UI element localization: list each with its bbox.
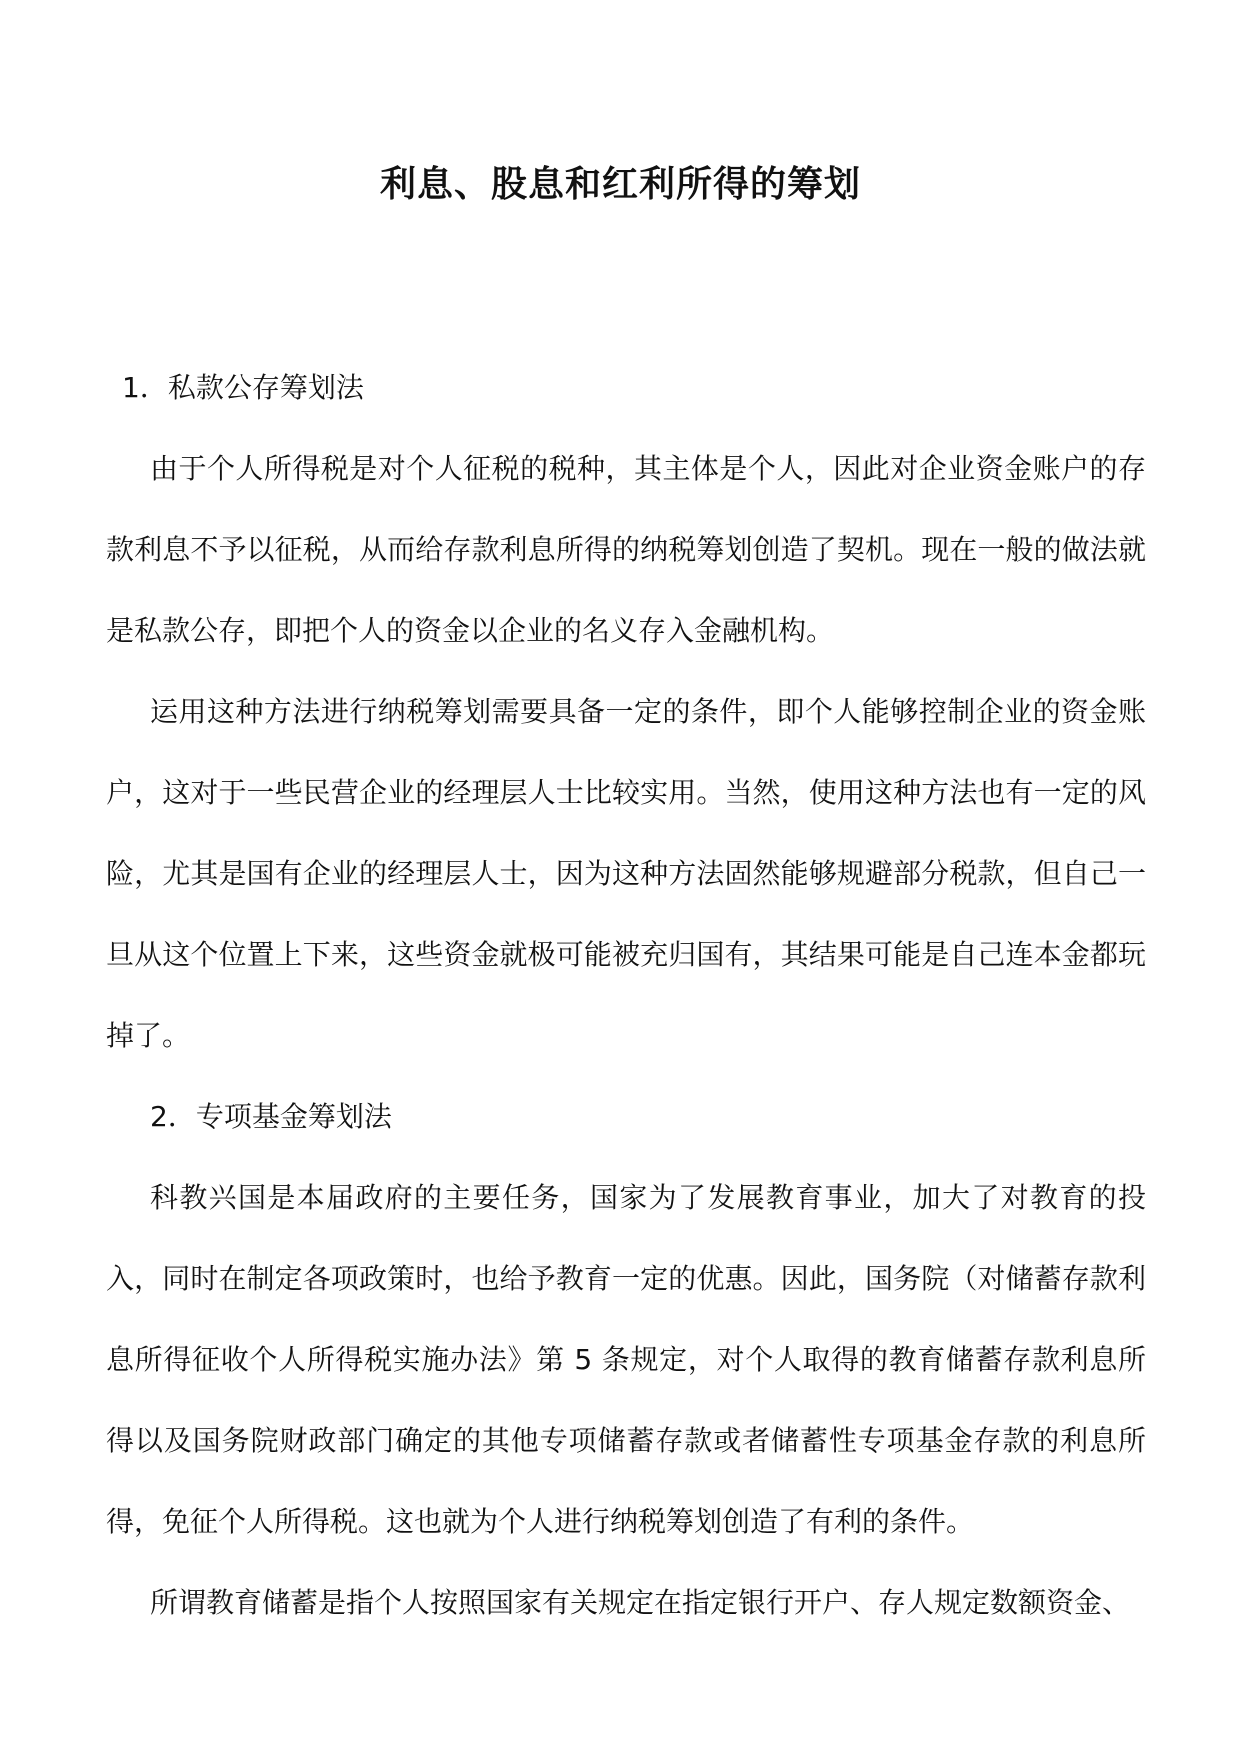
paragraph: 所谓教育储蓄是指个人按照国家有关规定在指定银行开户、存人规定数额资金、: [150, 1586, 1131, 1619]
section-heading-2: 2．专项基金筹划法: [150, 1100, 392, 1133]
page-title: 利息、股息和红利所得的筹划: [379, 163, 861, 205]
section-heading-1: 1．私款公存筹划法: [122, 371, 364, 404]
paragraph: 运用这种方法进行纳税筹划需要具备一定的条件，即个人能够控制企业的资金账户，这对于一些民营企业的经理层人士比较实用。当然，使用这种方法也有一定的风险，尤其是国有企业的经理层人士，因为这种方法固然能够规避部分税款，但自己一旦从这个位置上下来，这些资金就极可能被充归国有，其结果可能是自己连本金都玩掉了。: [106, 695, 1146, 1052]
document-body: [106, 347, 1146, 1643]
paragraph: 由于个人所得税是对个人征税的税种，其主体是个人，因此对企业资金账户的存款利息不予以征税，从而给存款利息所得的纳税筹划创造了契机。现在一般的做法就是私款公存，即把个人的资金以企业的名义存入金融机构。: [106, 452, 1146, 647]
paragraph: 科教兴国是本届政府的主要任务，国家为了发展教育事业，加大了对教育的投入，同时在制定各项政策时，也给予教育一定的优惠。因此，国务院（对储蓄存款利息所得征收个人所得税实施办法》第 5 条规定，对个人取得的教育储蓄存款利息所得以及国务院财政部门确定的其他专项储蓄存款或者储蓄性专项基金存款的利息所得，免征个人所得税。这也就为个人进行纳税筹划创造了有利的条件。: [106, 1181, 1146, 1538]
